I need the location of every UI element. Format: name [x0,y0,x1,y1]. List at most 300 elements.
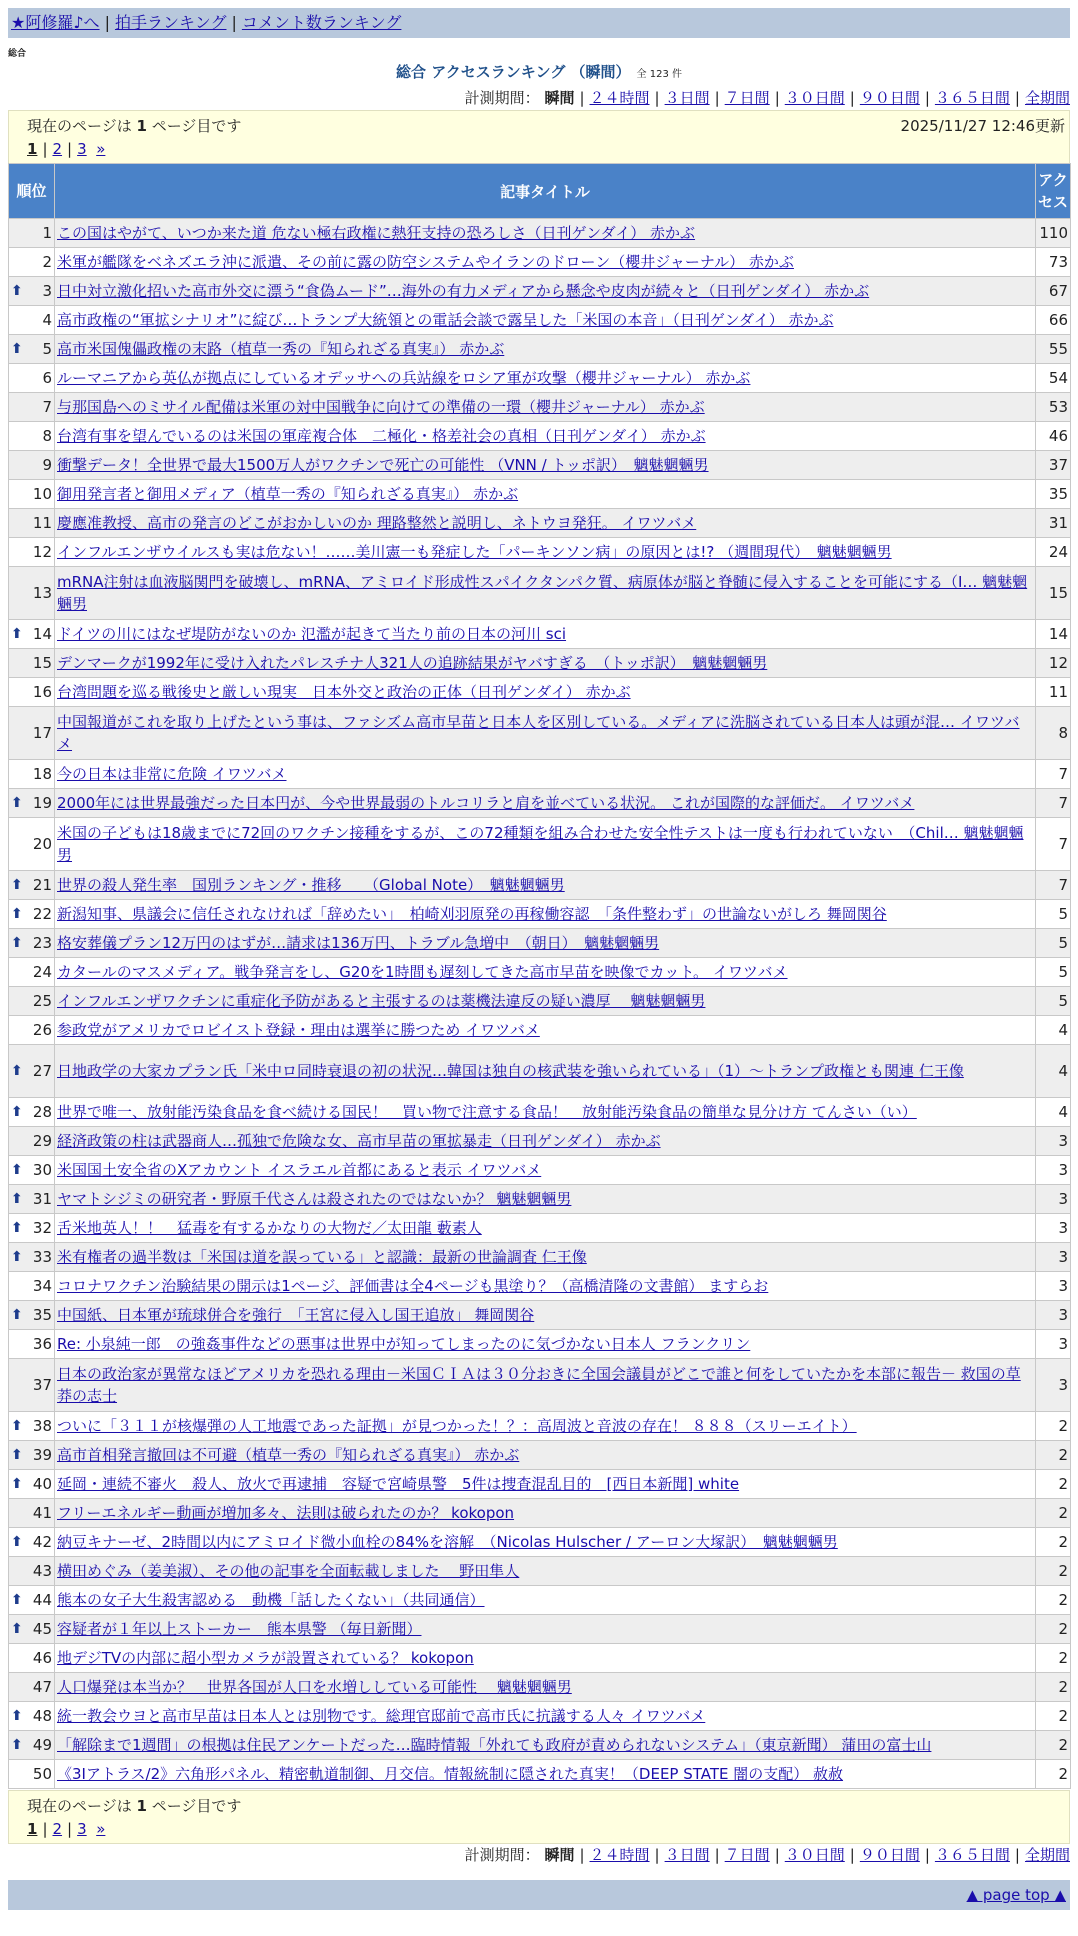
rank-number: 32 [32,1219,52,1237]
table-row [9,335,1071,364]
article-title-link[interactable]: デンマークが1992年に受け入れたパレスチナ人321人の追跡結果がヤバすぎる （トッポ訳） 魑魅魍魎男 [57,654,768,672]
article-title-link[interactable]: 世界の殺人発生率 国別ランキング・推移 （Global Note） 魑魅魍魎男 [57,876,565,894]
table-row [9,393,1071,422]
rank-cell [9,678,55,707]
period-all-link[interactable]: 全期間 [1024,1846,1070,1864]
asyura-home-link[interactable]: ★阿修羅♪へ [11,13,100,32]
title-cell [55,364,1036,393]
period-7d-link[interactable]: ７日間 [724,1846,770,1864]
access-count: 35 [1036,480,1071,509]
title-cell [55,451,1036,480]
article-title-link[interactable]: Re: 小泉純一郎 の強姦事件などの悪事は世界中が知ってしまったのに気づかない日本人 フランクリン [57,1335,751,1353]
rank-cell [9,422,55,451]
article-title-link[interactable]: インフルエンザワクチンに重症化予防があると主張するのは薬機法違反の疑い濃厚 魑魅魍魎男 [57,992,706,1010]
access-count: 14 [1036,620,1071,649]
rank-number: 35 [32,1306,52,1324]
rank-number: 47 [32,1678,52,1696]
access-count: 2 [1036,1412,1071,1441]
period-365d-link[interactable]: ３６５日間 [934,1846,1010,1864]
article-title-link[interactable]: 経済政策の柱は武器商人…孤独で危険な女、高市早苗の軍拡暴走（日刊ゲンダイ） 赤かぶ [57,1132,661,1150]
title-cell [55,393,1036,422]
article-title-link[interactable]: ルーマニアから英仏が拠点にしているオデッサへの兵站線をロシア軍が攻撃（櫻井ジャーナル） 赤かぶ [57,369,751,387]
page-2-link[interactable]: 2 [52,140,63,158]
rank-up-arrow-icon: ⬆ [11,1220,23,1236]
title-cell [55,1441,1036,1470]
table-row [9,306,1071,335]
title-cell [55,1214,1036,1243]
nav-separator: | [104,13,110,32]
title-cell [55,538,1036,567]
access-count: 2 [1036,1760,1071,1789]
article-title-link[interactable]: 舌米地英人！！ 猛毒を有するかなりの大物だ／太田龍 藪素人 [57,1219,482,1237]
rank-up-arrow-icon: ⬆ [11,1063,23,1079]
page-top-link[interactable]: ▲ page top ▲ [966,1886,1066,1904]
table-row [9,480,1071,509]
title-cell [55,335,1036,364]
article-title-link[interactable]: 2000年には世界最強だった日本円が、今や世界最弱のトルコリラと肩を並べている状況。 これが国際的な評価だ。 イワツバメ [57,794,915,812]
article-title-link[interactable]: ヤマトシジミの研究者・野原千代さんは殺されたのではないか？ 魑魅魍魎男 [57,1190,572,1208]
access-count: 7 [1036,871,1071,900]
period-3d-link[interactable]: ３日間 [664,89,710,107]
rank-cell [9,567,55,620]
table-row [9,1586,1071,1615]
title-cell [55,1156,1036,1185]
access-count: 12 [1036,649,1071,678]
table-row [9,1243,1071,1272]
article-title-link[interactable]: 中国紙、日本軍が琉球併合を強行 「王宮に侵入し国王追放」 舞岡関谷 [57,1306,535,1324]
article-title-link[interactable]: 「解除まで1週間」の根拠は住民アンケートだった…臨時情報「外れても政府が責められないシステム」（東京新聞） 蒲田の富士山 [57,1736,932,1754]
rank-cell [9,1673,55,1702]
period-30d-link[interactable]: ３０日間 [784,1846,845,1864]
article-title-link[interactable]: 日本の政治家が異常なほどアメリカを恐れる理由－米国ＣＩＡは３０分おきに全国会議員がどこで誰と何をしていたかを本部に報告－ 救国の草莽の志士 [57,1365,1021,1405]
page-title: 総合 アクセスランキング （瞬間） [396,63,631,81]
rank-cell [9,760,55,789]
rank-number: 26 [32,1021,52,1039]
next-page-link[interactable]: » [96,140,106,158]
title-cell [55,219,1036,248]
article-title-link[interactable]: mRNA注射は血液脳関門を破壊し、mRNA、アミロイド形成性スパイクタンパク質、病原体が脳と脊髄に侵入することを可能にする（I… 魑魅魍魎男 [57,573,1028,613]
title-cell [55,1243,1036,1272]
article-title-link[interactable]: 納豆キナーゼ、2時間以内にアミロイド微小血栓の84%を溶解 （Nicolas Hulscher / アーロン大塚訳） 魑魅魍魎男 [57,1533,838,1551]
article-title-link[interactable]: 日地政学の大家カプラン氏「米中ロ同時衰退の初の状況…韓国は独自の核武装を強いられている」（1）～トランプ政権とも関連 仁王像 [57,1062,964,1080]
table-row [9,248,1071,277]
rank-cell [9,393,55,422]
rank-number: 16 [32,683,52,701]
access-count: 2 [1036,1586,1071,1615]
rank-cell [9,1098,55,1127]
table-row [9,1156,1071,1185]
rank-cell [9,1441,55,1470]
rank-up-arrow-icon: ⬆ [11,626,23,642]
rank-number: 49 [32,1736,52,1754]
category-label: 総合 [8,49,27,59]
article-title-link[interactable]: 世界で唯一、放射能汚染食品を食べ続ける国民！ 買い物で注意する食品！ 放射能汚染食品の簡単な見分け方 てんさい（い） [57,1103,917,1121]
article-title-link[interactable]: 米国の子どもは18歳までに72回のワクチン接種をするが、この72種類を組み合わせた安全性テストは一度も行われていない （Chil… 魑魅魍魎男 [57,824,1024,864]
article-title-link[interactable]: 《3Iアトラス/2》六角形パネル、精密軌道制御、月交信。情報統制に隠された真実！（DEEP STATE 闇の支配） 赦赦 [57,1765,844,1783]
rank-cell [9,1557,55,1586]
rank-number: 41 [32,1504,52,1522]
page-current: 1 [27,140,38,158]
rank-cell [9,1243,55,1272]
updated-timestamp: 2025/11/27 12:46更新 [900,117,1065,135]
rank-number: 21 [32,876,52,894]
title-cell [55,1499,1036,1528]
table-row [9,451,1071,480]
title-cell [55,707,1036,760]
page-3-link[interactable]: 3 [77,1820,87,1838]
rank-up-arrow-icon: ⬆ [11,1737,23,1753]
next-page-link[interactable]: » [96,1820,106,1838]
title-cell [55,678,1036,707]
article-title-link[interactable]: この国はやがて、いつか来た道 危ない極右政権に熱狂支持の恐ろしさ（日刊ゲンダイ） 赤かぶ [57,224,696,242]
access-count: 2 [1036,1528,1071,1557]
rank-up-arrow-icon: ⬆ [11,1592,23,1608]
table-row [9,871,1071,900]
article-title-link[interactable]: ドイツの川にはなぜ堤防がないのか 氾濫が起きて当たり前の日本の河川 sci [57,625,567,643]
access-count: 2 [1036,1673,1071,1702]
table-row [9,422,1071,451]
rank-up-arrow-icon: ⬆ [11,1104,23,1120]
title-cell [55,1330,1036,1359]
title-cell [55,509,1036,538]
access-count: 110 [1036,219,1071,248]
article-title-link[interactable]: 地デジTVの内部に超小型カメラが設置されている？ kokopon [57,1649,474,1667]
rank-cell [9,958,55,987]
rank-cell [9,480,55,509]
rank-cell [9,509,55,538]
access-count: 8 [1036,707,1071,760]
rank-number: 44 [32,1591,52,1609]
rank-cell [9,707,55,760]
period-24h-link[interactable]: ２４時間 [589,1846,650,1864]
table-row [9,1499,1071,1528]
article-title-link[interactable]: 中国報道がこれを取り上げたという事は、ファシズム高市早苗と日本人を区別している。メディアに洗脳されている日本人は頭が混… イワツバメ [57,713,1020,753]
title-cell [55,620,1036,649]
access-count: 37 [1036,451,1071,480]
table-row [9,1441,1071,1470]
article-title-link[interactable]: 高市米国傀儡政権の末路（植草一秀の『知られざる真実』） 赤かぶ [57,340,505,358]
rank-number: 38 [32,1417,52,1435]
access-count: 3 [1036,1127,1071,1156]
rank-cell [9,987,55,1016]
title-cell [55,1557,1036,1586]
page-info-bottom [8,1790,1070,1844]
table-row [9,1644,1071,1673]
rank-cell [9,1528,55,1557]
title-cell [55,1586,1036,1615]
article-title-link[interactable]: 容疑者が１年以上ストーカー 熊本県警 （毎日新聞） [57,1620,422,1638]
rank-up-arrow-icon: ⬆ [11,341,23,357]
rank-up-arrow-icon: ⬆ [11,906,23,922]
rank-up-arrow-icon: ⬆ [11,1534,23,1550]
rank-cell [9,900,55,929]
title-cell [55,1673,1036,1702]
article-title-link[interactable]: 今の日本は非常に危険 イワツバメ [57,765,287,783]
rank-cell [9,1470,55,1499]
rank-number: 27 [32,1062,52,1080]
access-count: 2 [1036,1615,1071,1644]
access-count: 3 [1036,1243,1071,1272]
title-cell [55,1731,1036,1760]
rank-number: 8 [42,427,52,445]
rank-up-arrow-icon: ⬆ [11,283,23,299]
period-selector-top: 計測期間： 瞬間 | ２４時間 | ３日間 | ７日間 | ３０日間 | ９０日間 | ３６５日間 | 全期間 [464,89,1070,107]
title-cell [55,789,1036,818]
period-90d-link[interactable]: ９０日間 [859,89,920,107]
access-count: 15 [1036,567,1071,620]
rank-cell [9,1156,55,1185]
rank-cell [9,1615,55,1644]
period-24h-link[interactable]: ２４時間 [589,89,650,107]
rank-number: 45 [32,1620,52,1638]
page-title-wrap [0,61,1078,82]
period-365d-link[interactable]: ３６５日間 [934,89,1010,107]
title-cell [55,958,1036,987]
page-2-link[interactable]: 2 [52,1820,63,1838]
access-count: 3 [1036,1359,1071,1412]
title-cell [55,248,1036,277]
article-title-link[interactable]: カタールのマスメディア。戦争発言をし、G20を1時間も遅刻してきた高市早苗を映像でカット。 イワツバメ [57,963,788,981]
title-cell [55,1702,1036,1731]
access-count: 3 [1036,1272,1071,1301]
title-cell [55,1760,1036,1789]
article-title-link[interactable]: 米国国土安全省のXアカウント イスラエル首都にあると表示 イワツバメ [57,1161,542,1179]
rank-cell [9,1586,55,1615]
rank-cell [9,620,55,649]
applause-ranking-link[interactable]: 拍手ランキング [114,13,227,32]
rank-cell [9,1330,55,1359]
rank-number: 14 [32,625,52,643]
title-cell [55,1615,1036,1644]
rank-cell [9,1731,55,1760]
rank-cell [9,789,55,818]
article-title-link[interactable]: 米有権者の過半数は「米国は道を誤っている」と認識：最新の世論調査 仁王像 [57,1248,587,1266]
article-title-link[interactable]: ついに「３１１が核爆弾の人工地震であった証拠」が見つかった！？：高周波と音波の存在！ ８８８（スリーエイト） [57,1417,857,1435]
period-selector-bottom: 計測期間： 瞬間 | ２４時間 | ３日間 | ７日間 | ３０日間 | ９０日間 | ３６５日間 | 全期間 [464,1846,1070,1864]
rank-number: 40 [32,1475,52,1493]
article-title-link[interactable]: 横田めぐみ（姜美淑）、その他の記事を全面転載しました 野田隼人 [57,1562,520,1580]
table-row [9,1016,1071,1045]
period-3d-link[interactable]: ３日間 [664,1846,710,1864]
rank-number: 43 [32,1562,52,1580]
article-title-link[interactable]: フリーエネルギー動画が増加多々、法則は破られたのか？ kokopon [57,1504,515,1522]
article-title-link[interactable]: 衝撃データ！全世界で最大1500万人がワクチンで死亡の可能性 （VNN / トッポ訳） 魑魅魍魎男 [57,456,709,474]
access-count: 2 [1036,1499,1071,1528]
access-header: アクセス [1036,164,1071,219]
rank-number: 30 [32,1161,52,1179]
title-cell [55,987,1036,1016]
ranking-body [9,219,1071,1789]
table-row [9,1127,1071,1156]
rank-number: 33 [32,1248,52,1266]
table-row [9,1673,1071,1702]
article-title-link[interactable]: インフルエンザウイルスも実は危ない！……美川憲一も発症した「パーキンソン病」の原因とは!? （週間現代） 魑魅魍魎男 [57,543,892,561]
article-title-link[interactable]: 熊本の女子大生殺害認める 動機「話したくない」（共同通信） [57,1591,485,1609]
rank-up-arrow-icon: ⬆ [11,1191,23,1207]
article-title-link[interactable]: 参政党がアメリカでロビイスト登録・理由は選挙に勝つため イワツバメ [57,1021,540,1039]
current-page-text: 現在のページは 1 ページ目です [27,1797,242,1815]
rank-up-arrow-icon: ⬆ [11,1708,23,1724]
rank-cell [9,1301,55,1330]
table-row [9,818,1071,871]
article-title-link[interactable]: 台湾問題を巡る戦後史と厳しい現実 日本外交と政治の正体（日刊ゲンダイ） 赤かぶ [57,683,631,701]
table-row [9,219,1071,248]
rank-cell [9,1359,55,1412]
article-title-link[interactable]: 米軍が艦隊をベネズエラ沖に派遣、その前に露の防空システムやイランのドローン（櫻井ジャーナル） 赤かぶ [57,253,794,271]
pagination-bottom: 1 | 2 | 3 » [27,1820,106,1838]
title-cell [55,900,1036,929]
pagination-top: 1 | 2 | 3 » [27,140,106,158]
access-count: 2 [1036,1470,1071,1499]
access-count: 11 [1036,678,1071,707]
period-90d-link[interactable]: ９０日間 [859,1846,920,1864]
page-3-link[interactable]: 3 [77,140,87,158]
title-cell [55,649,1036,678]
title-cell [55,1528,1036,1557]
rank-number: 36 [32,1335,52,1353]
title-cell [55,306,1036,335]
rank-number: 17 [32,724,52,742]
period-current: 瞬間 [544,1846,575,1864]
top-navigation-bar [8,8,1070,38]
article-title-link[interactable]: 日中対立激化招いた高市外交に漂う“食偽ムード”…海外の有力メディアから懸念や皮肉が続々と（日刊ゲンダイ） 赤かぶ [57,282,870,300]
comment-ranking-link[interactable]: コメント数ランキング [241,13,402,32]
rank-cell [9,219,55,248]
access-count: 3 [1036,1185,1071,1214]
article-title-link[interactable]: 高市政権の“軍拡シナリオ”に綻び…トランプ大統領との電話会談で露呈した「米国の本音」（日刊ゲンダイ） 赤かぶ [57,311,834,329]
access-count: 2 [1036,1731,1071,1760]
rank-up-arrow-icon: ⬆ [11,877,23,893]
access-count: 2 [1036,1702,1071,1731]
rank-cell [9,1272,55,1301]
table-row [9,958,1071,987]
table-row [9,1330,1071,1359]
rank-up-arrow-icon: ⬆ [11,1447,23,1463]
access-count: 5 [1036,900,1071,929]
access-count: 5 [1036,958,1071,987]
rank-number: 11 [32,514,52,532]
table-row [9,1557,1071,1586]
article-title-link[interactable]: 与那国島へのミサイル配備は米軍の対中国戦争に向けての準備の一環（櫻井ジャーナル） 赤かぶ [57,398,705,416]
title-cell [55,1185,1036,1214]
rank-number: 12 [32,543,52,561]
period-7d-link[interactable]: ７日間 [724,89,770,107]
table-row [9,1731,1071,1760]
rank-cell [9,335,55,364]
article-title-link[interactable]: 新潟知事、県議会に信任されなければ「辞めたい」 柏崎刈羽原発の再稼働容認 「条件整わず」の世論ないがしろ 舞岡関谷 [57,905,887,923]
table-row [9,277,1071,306]
access-count: 2 [1036,1644,1071,1673]
rank-header: 順位 [9,164,55,219]
nav-separator: | [231,13,237,32]
rank-cell [9,451,55,480]
period-30d-link[interactable]: ３０日間 [784,89,845,107]
access-count: 7 [1036,760,1071,789]
rank-number: 29 [32,1132,52,1150]
rank-number: 7 [42,398,52,416]
rank-number: 6 [42,369,52,387]
rank-cell [9,364,55,393]
rank-cell [9,1499,55,1528]
rank-cell [9,1760,55,1789]
title-cell [55,480,1036,509]
access-count: 73 [1036,248,1071,277]
article-title-link[interactable]: コロナワクチン治験結果の開示は1ページ、評価書は全4ページも黒塗り？（高橋清隆の文書館） ますらお [57,1277,769,1295]
article-title-link[interactable]: 御用発言者と御用メディア（植草一秀の『知られざる真実』） 赤かぶ [57,485,519,503]
article-title-link[interactable]: 人口爆発は本当か？ 世界各国が人口を水増ししている可能性 魑魅魍魎男 [57,1678,572,1696]
rank-number: 2 [42,253,52,271]
footer-bar [8,1880,1070,1910]
rank-cell [9,649,55,678]
access-count: 2 [1036,1441,1071,1470]
rank-number: 19 [32,794,52,812]
rank-number: 22 [32,905,52,923]
period-all-link[interactable]: 全期間 [1024,89,1070,107]
rank-cell [9,538,55,567]
rank-number: 18 [32,765,52,783]
rank-cell [9,1016,55,1045]
rank-cell [9,818,55,871]
ranking-table [8,163,1071,1789]
rank-cell [9,1214,55,1243]
rank-up-arrow-icon: ⬆ [11,935,23,951]
table-row [9,1045,1071,1098]
rank-cell [9,1045,55,1098]
article-title-link[interactable]: 格安葬儀プラン12万円のはずが…請求は136万円、トラブル急増中 （朝日） 魑魅魍魎男 [57,934,660,952]
title-cell [55,1045,1036,1098]
title-cell [55,871,1036,900]
table-row [9,987,1071,1016]
article-title-link[interactable]: 高市首相発言撤回は不可避（植草一秀の『知られざる真実』） 赤かぶ [57,1446,520,1464]
title-cell [55,760,1036,789]
access-count: 24 [1036,538,1071,567]
table-row [9,538,1071,567]
rank-number: 3 [42,282,52,300]
access-count: 31 [1036,509,1071,538]
access-count: 4 [1036,1016,1071,1045]
title-cell [55,1644,1036,1673]
table-row [9,929,1071,958]
rank-number: 5 [42,340,52,358]
access-count: 3 [1036,1214,1071,1243]
rank-number: 25 [32,992,52,1010]
table-row [9,760,1071,789]
table-row [9,620,1071,649]
title-header: 記事タイトル [55,164,1036,219]
table-row [9,567,1071,620]
rank-number: 13 [32,584,52,602]
table-row [9,1214,1071,1243]
access-count: 53 [1036,393,1071,422]
rank-number: 1 [42,224,52,242]
title-cell [55,1301,1036,1330]
access-count: 7 [1036,789,1071,818]
title-cell [55,1359,1036,1412]
rank-number: 23 [32,934,52,952]
access-count: 54 [1036,364,1071,393]
access-count: 46 [1036,422,1071,451]
title-cell [55,1016,1036,1045]
rank-cell [9,277,55,306]
article-title-link[interactable]: 慶應准教授、高市の発言のどこがおかしいのか 理路整然と説明し、ネトウヨ発狂。 イワツバメ [57,514,697,532]
rank-up-arrow-icon: ⬆ [11,1162,23,1178]
rank-number: 9 [42,456,52,474]
article-title-link[interactable]: 延岡・連続不審火 殺人、放火で再逮捕 容疑で宮崎県警 5件は捜査混乱目的 [西日本新聞] white [57,1475,740,1493]
period-current: 瞬間 [544,89,575,107]
table-row [9,1615,1071,1644]
article-title-link[interactable]: 統一教会ウヨと高市早苗は日本人とは別物です。総理官邸前で高市氏に抗議する人々 イワツバメ [57,1707,706,1725]
article-title-link[interactable]: 台湾有事を望んでいるのは米国の軍産複合体 二極化・格差社会の真相（日刊ゲンダイ） 赤かぶ [57,427,706,445]
